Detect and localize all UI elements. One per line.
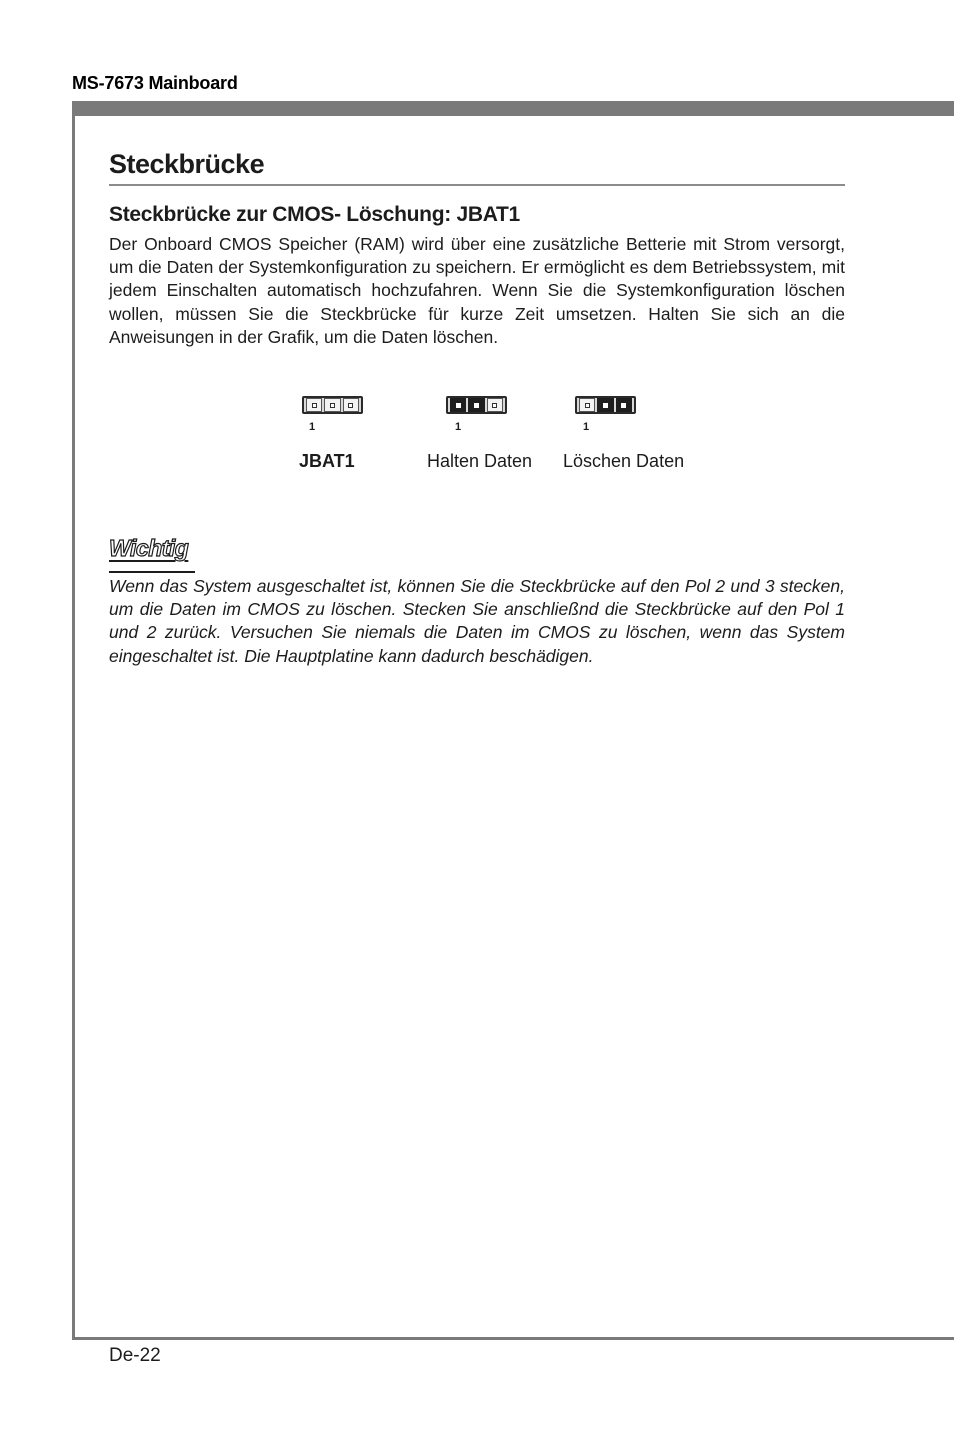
- jumper-label-clear-data: Löschen Daten: [563, 451, 685, 471]
- jumper-jbat1: [302, 396, 363, 414]
- page-number: De-22: [109, 1345, 161, 1366]
- subsection-title: Steckbrücke zur CMOS- Löschung: JBAT1: [109, 203, 520, 226]
- jumper-pin-capped: [450, 398, 466, 412]
- body-paragraph: Der Onboard CMOS Speicher (RAM) wird über eine zusätzliche Betterie mit Strom versorgt, um die Daten der Systemkonfiguration zu speichern. Er ermöglicht es dem Betriebssystem, mit jedem Einschalten automatisch hochzufahren. Wenn Sie die Systemkonfiguration löschen wollen, müssen Sie die Steckbrücke für kurze Zeit umsetzen. Halten Sie sich an die Anweisungen in der Grafik, um die Daten löschen.: [109, 234, 845, 347]
- header-bar: [72, 101, 954, 116]
- manual-header-title: MS-7673 Mainboard: [72, 73, 238, 93]
- jumper-pin: [306, 398, 322, 412]
- footer-rule: [72, 1337, 954, 1340]
- jumper-pin: [487, 398, 503, 412]
- jumper-pin: [343, 398, 359, 412]
- pin1-label: 1: [583, 421, 590, 433]
- important-note-text: Wenn das System ausgeschaltet ist, können Sie die Steckbrücke auf den Pol 2 und 3 stecken, um die Daten im CMOS zu löschen. Stecken Sie anschließnd die Steckbrücke auf den Pol 1 und 2 zurück. Versuchen Sie niemals die Daten im CMOS zu löschen, wenn das System eingeschaltet ist. Die Hauptplatine kann dadurch beschädigen.: [109, 576, 845, 666]
- section-title: Steckbrücke: [109, 146, 845, 186]
- important-note-title: Wichtig: [109, 535, 189, 561]
- jumper-clear-data: [575, 396, 636, 414]
- jumper-keep-data: [446, 396, 507, 414]
- jumper-pin-capped: [468, 398, 484, 412]
- important-note-underline: [109, 571, 195, 573]
- pin1-label: 1: [455, 421, 462, 433]
- jumper-pin: [324, 398, 340, 412]
- jumper-diagram: [109, 396, 845, 486]
- page-content: [109, 146, 845, 666]
- jumper-label-keep-data: Halten Daten: [427, 451, 533, 471]
- pin1-label: 1: [309, 421, 316, 433]
- jumper-pin-capped: [597, 398, 613, 412]
- left-margin-rule: [72, 101, 75, 1339]
- jumper-pin-capped: [616, 398, 632, 412]
- jumper-pin: [579, 398, 595, 412]
- jumper-label-jbat1: JBAT1: [299, 451, 355, 471]
